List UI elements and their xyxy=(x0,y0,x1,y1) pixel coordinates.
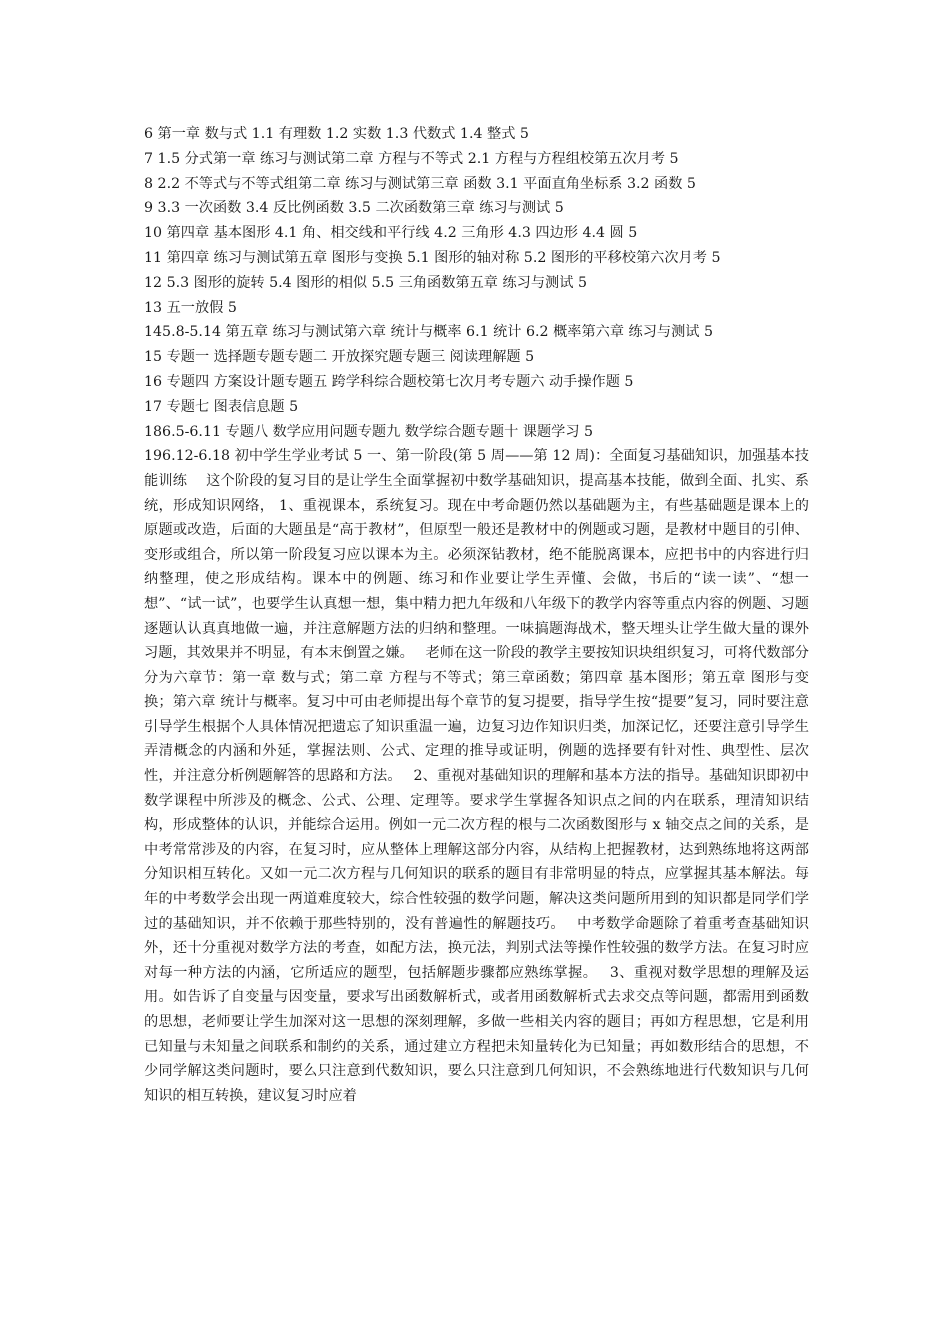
review-plan-paragraph: 196.12-6.18 初中学生学业考试 5 一、第一阶段(第 5 周——第 12 周)：全面复习基础知识，加强基本技能训练 这个阶段的复习目的是让学生全面掌握初中数学基础知识，提高基本技能，做到全面、扎实、系统，形成知识网络， 1、重视课本，系统复习。现在中考命题仍然以基础题为主，有些基础题是课本上的原题或改造，后面的大题虽是“高于教材”，但原型一般还是教材中的例题或习题，是教材中题目的引伸、变形或组合，所以第一阶段复习应以课本为主。必须深钻教材，绝不能脱离课本，应把书中的内容进行归纳整理，使之形成结构。课本中的例题、练习和作业要让学生弄懂、会做，书后的“读一读”、“想一想”、“试一试”，也要学生认真想一想，集中精力把九年级和八年级下的教学内容等重点内容的例题、习题逐题认认真真地做一遍，并注意解题方法的归纳和整理。一味搞题海战术，整天埋头让学生做大量的课外习题，其效果并不明显，有本末倒置之嫌。 老师在这一阶段的教学主要按知识块组织复习，可将代数部分分为六章节：第一章 数与式；第二章 方程与不等式；第三章函数；第四章 基本图形；第五章 图形与变换；第六章 统计与概率。复习中可由老师提出每个章节的复习提要，指导学生按“提要”复习，同时要注意引导学生根据个人具体情况把遗忘了知识重温一遍，边复习边作知识归类，加深记忆，还要注意引导学生弄清概念的内涵和外延，掌握法则、公式、定理的推导或证明，例题的选择要有针对性、典型性、层次性，并注意分析例题解答的思路和方法。 2、重视对基础知识的理解和基本方法的指导。基础知识即初中数学课程中所涉及的概念、公式、公理、定理等。要求学生掌握各知识点之间的内在联系，理清知识结构，形成整体的认识，并能综合运用。例如一元二次方程的根与二次函数图形与 x 轴交点之间的关系，是中考常常涉及的内容，在复习时，应从整体上理解这部分内容，从结构上把握教材，达到熟练地将这两部分知识相互转化。又如一元二次方程与几何知识的联系的题目有非常明显的特点，应掌握其基本解法。每年的中考数学会出现一两道难度较大，综合性较强的数学问题，解决这类问题所用到的知识都是同学们学过的基础知识，并不依赖于那些特别的，没有普遍性的解题技巧。 中考数学命题除了着重考查基础知识外，还十分重视对数学方法的考查，如配方法，换元法，判别式法等操作性较强的数学方法。在复习时应对每一种方法的内涵，它所适应的题型，包括解题步骤都应熟练掌握。 3、重视对数学思想的理解及运用。如告诉了自变量与因变量，要求写出函数解析式，或者用函数解析式去求交点等问题，都需用到函数的思想，老师要让学生加深对这一思想的深刻理解，多做一些相关内容的题目；再如方程思想，它是利用已知量与未知量之间联系和制约的关系，通过建立方程把未知量转化为已知量；再如数形结合的思想，不少同学解这类问题时，要么只注意到代数知识，要么只注意到几何知识，不会熟练地进行代数知识与几何知识的相互转换，建议复习时应着 xyxy=(144,448,809,1104)
document-page xyxy=(144,122,809,1108)
schedule-line-14: 145.8-5.14 第五章 练习与测试第六章 统计与概率 6.1 统计 6.2 概率第六章 练习与测试 5 xyxy=(144,324,713,341)
schedule-line-18: 186.5-6.11 专题八 数学应用问题专题九 数学综合题专题十 课题学习 5 xyxy=(144,423,594,440)
schedule-line-8: 8 2.2 不等式与不等式组第二章 练习与测试第三章 函数 3.1 平面直角坐标系 3.2 函数 5 xyxy=(144,175,696,192)
schedule-line-10: 10 第四章 基本图形 4.1 角、相交线和平行线 4.2 三角形 4.3 四边形 4.4 圆 5 xyxy=(144,225,638,242)
schedule-line-9: 9 3.3 一次函数 3.4 反比例函数 3.5 二次函数第三章 练习与测试 5 xyxy=(144,200,564,217)
schedule-line-11: 11 第四章 练习与测试第五章 图形与变换 5.1 图形的轴对称 5.2 图形的平移校第六次月考 5 xyxy=(144,249,721,266)
schedule-line-15: 15 专题一 选择题专题专题二 开放探究题专题三 阅读理解题 5 xyxy=(144,349,535,366)
schedule-line-6: 6 第一章 数与式 1.1 有理数 1.2 实数 1.3 代数式 1.4 整式 5 xyxy=(144,126,529,142)
schedule-line-7: 7 1.5 分式第一章 练习与测试第二章 方程与不等式 2.1 方程与方程组校第五次月考 5 xyxy=(144,150,679,167)
schedule-line-16: 16 专题四 方案设计题专题五 跨学科综合题校第七次月考专题六 动手操作题 5 xyxy=(144,373,634,390)
schedule-line-12: 12 5.3 图形的旋转 5.4 图形的相似 5.5 三角函数第五章 练习与测试 5 xyxy=(144,274,587,291)
schedule-line-17: 17 专题七 图表信息题 5 xyxy=(144,398,299,415)
schedule-line-13: 13 五一放假 5 xyxy=(144,299,237,316)
